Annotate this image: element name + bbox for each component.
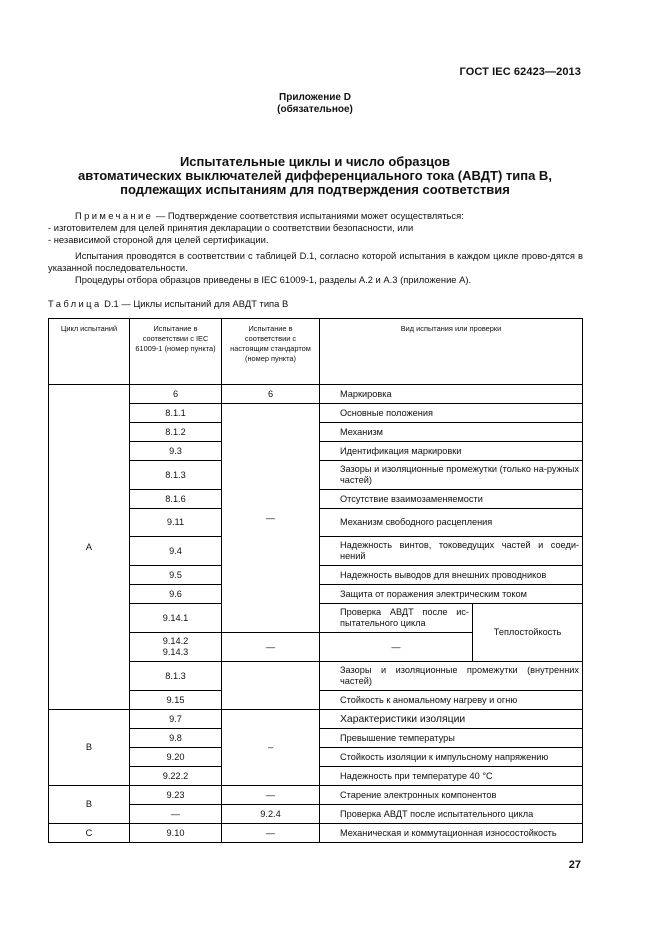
table-header-row: [49, 319, 583, 385]
note-item-2: - независимой стороной для целей сертификации.: [48, 234, 269, 245]
paragraph-2: Процедуры отбора образцов приведены в IEC 61009-1, разделы А.2 и А.3 (приложение А).: [75, 274, 472, 285]
kind-cell: Превышение температуры: [320, 729, 583, 748]
iec-cell: 9.10: [130, 824, 222, 843]
table-row: [49, 662, 583, 691]
kind-cell: Надежность винтов, токоведущих частей и соеди-нений: [320, 537, 583, 566]
kind-cell: Зазоры и изоляционные промежутки (внутренних частей): [320, 662, 583, 691]
kind-cell: Зазоры и изоляционные промежутки (только на-ружных частей): [320, 461, 583, 490]
header-test-std: Испытание в соответствии с настоящим стандартом (номер пункта): [222, 319, 320, 385]
iec-cell: 9.23: [130, 786, 222, 805]
iec-cell: 8.1.3: [130, 662, 222, 691]
kind-cell: Надежность выводов для внешних проводников: [320, 566, 583, 585]
kind-cell: Механическая и коммутационная износостойкость: [320, 824, 583, 843]
std-cell: —: [222, 786, 320, 805]
iec-cell: 8.1.1: [130, 404, 222, 423]
test-cycles-table: [48, 318, 583, 843]
iec-cell: 9.14.1: [130, 604, 222, 633]
table-row: [49, 385, 583, 404]
iec-cell: [130, 633, 222, 662]
iec-cell: 9.20: [130, 748, 222, 767]
kind-cell: Характеристики изоляции: [320, 710, 583, 729]
iec-cell: 9.11: [130, 509, 222, 537]
iec-cell: 9.15: [130, 691, 222, 710]
kind-cell: Стойкость к аномальному нагреву и огню: [320, 691, 583, 710]
appendix-heading: [0, 92, 630, 116]
iec-cell: 8.1.3: [130, 461, 222, 490]
kind-cell: —: [320, 633, 473, 662]
std-cell: [222, 662, 320, 710]
kind-cell: Маркировка: [320, 385, 583, 404]
table-caption-text: D.1 — Циклы испытаний для АВДТ типа В: [101, 298, 289, 309]
iec-cell: 9.6: [130, 585, 222, 604]
iec-cell: 9.22.2: [130, 767, 222, 786]
kind-cell: Надежность при температуре 40 °С: [320, 767, 583, 786]
group-cell: Теплостойкость: [473, 604, 583, 662]
note-block: [48, 210, 583, 246]
kind-cell: Механизм свободного расцепления: [320, 509, 583, 537]
cycle-cell: А: [49, 385, 130, 710]
cycle-cell: С: [49, 824, 130, 843]
header-cycle: Цикл испытаний: [49, 319, 130, 385]
note-text: — Подтверждение соответствия испытаниями может осуществляться:: [153, 210, 464, 221]
table-row: [49, 805, 583, 824]
note-label: Примечание: [75, 210, 154, 221]
kind-cell: Основные положения: [320, 404, 583, 423]
std-cell: —: [222, 824, 320, 843]
page-number: 27: [568, 859, 581, 871]
std-cell: 6: [222, 385, 320, 404]
title-line-1: Испытательные циклы и число образцов: [179, 154, 451, 169]
iec-cell: 6: [130, 385, 222, 404]
iec-cell: 9.8: [130, 729, 222, 748]
kind-cell: Отсутствие взаимозаменяемости: [320, 490, 583, 509]
table-row: [49, 824, 583, 843]
table-row: [49, 710, 583, 729]
table-row: [49, 404, 583, 423]
paragraph-1: Испытания проводятся в соответствии с таблицей D.1, согласно которой испытания в каждом цикле прово-дятся в указанной последовательности.: [48, 250, 583, 273]
kind-cell: Идентификация маркировки: [320, 442, 583, 461]
iec-cell: 9.3: [130, 442, 222, 461]
appendix-status: (обязательное): [277, 104, 353, 115]
kind-cell: Стойкость изоляции к импульсному напряжению: [320, 748, 583, 767]
std-cell: —: [222, 404, 320, 633]
header-kind: Вид испытания или проверки: [320, 319, 583, 385]
kind-cell: Проверка АВДТ после испытательного цикла: [320, 805, 583, 824]
appendix-title: Приложение D: [279, 92, 351, 103]
standard-code: ГОСТ IEC 62423—2013: [459, 66, 581, 78]
header-test-iec: Испытание в соответствии с IEC 61009-1 (номер пункта): [130, 319, 222, 385]
kind-cell: Защита от поражения электрическим током: [320, 585, 583, 604]
note-item-1: - изготовителем для целей принятия декларации о соответствии безопасности, или: [48, 222, 414, 233]
std-cell: –: [222, 710, 320, 786]
kind-cell: Проверка АВДТ после ис-пытательного цикла: [320, 604, 473, 633]
iec-cell: —: [130, 805, 222, 824]
title-line-2: автоматических выключателей дифференциального тока (АВДТ) типа В,: [78, 168, 552, 183]
iec-cell: 9.4: [130, 537, 222, 566]
table-caption-label: Таблица: [48, 298, 102, 309]
kind-cell: Механизм: [320, 423, 583, 442]
cycle-cell: В: [49, 710, 130, 786]
table-row: [49, 786, 583, 805]
kind-cell: Старение электронных компонентов: [320, 786, 583, 805]
table-caption: [48, 298, 288, 309]
iec-cell: 8.1.2: [130, 423, 222, 442]
document-title: [30, 155, 600, 197]
iec-line-2: 9.14.3: [162, 647, 189, 657]
cycle-cell: В: [49, 786, 130, 824]
iec-cell: 9.5: [130, 566, 222, 585]
std-cell: —: [222, 633, 320, 662]
iec-cell: 8.1.6: [130, 490, 222, 509]
std-cell: 9.2.4: [222, 805, 320, 824]
title-line-3: подлежащих испытаниям для подтверждения соответствия: [120, 182, 510, 197]
iec-line-1: 9.14.2: [162, 636, 189, 646]
iec-cell: 9.7: [130, 710, 222, 729]
